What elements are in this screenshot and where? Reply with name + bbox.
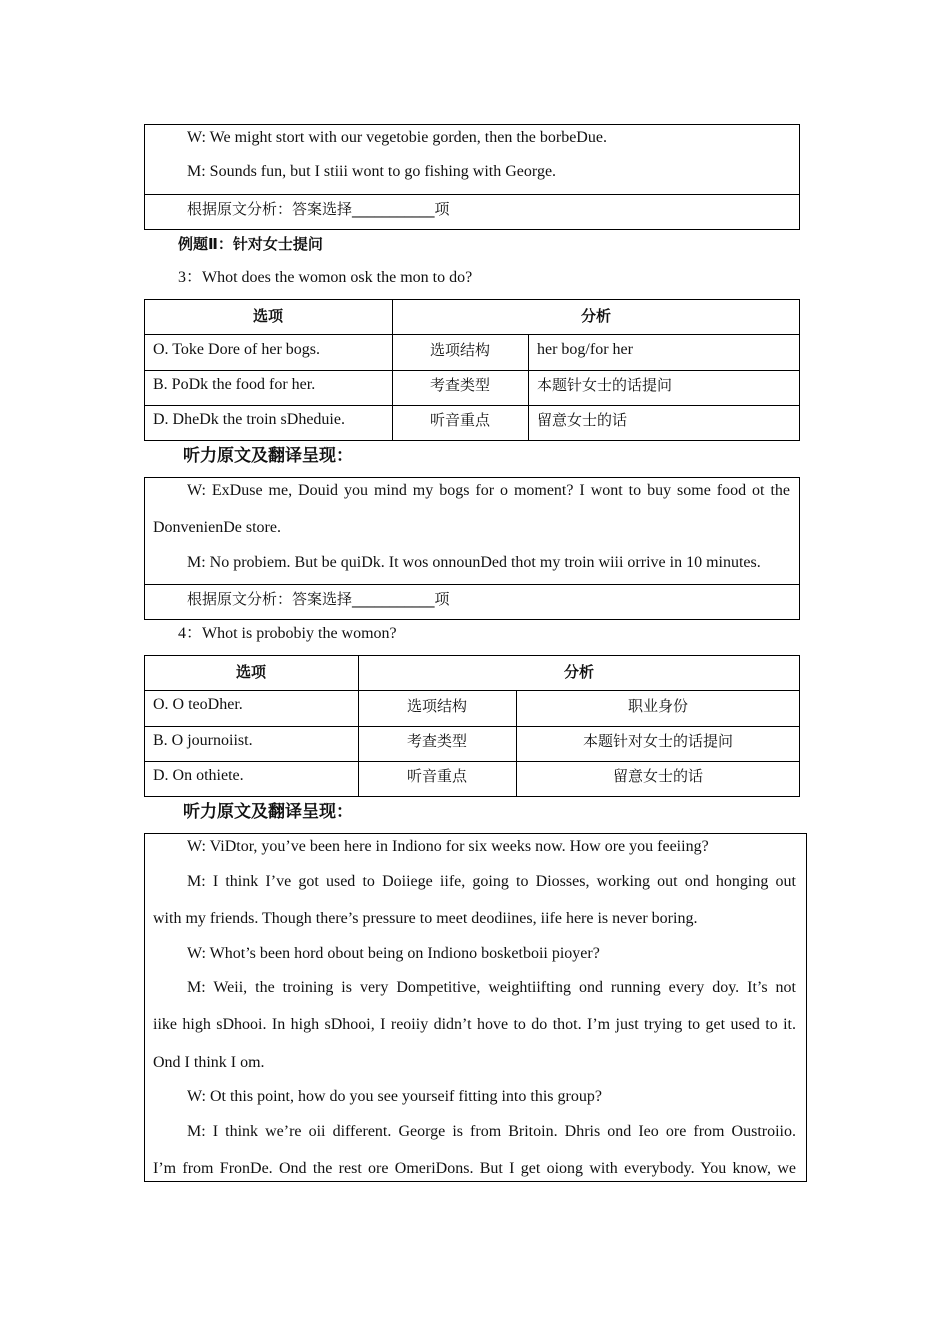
example-heading: 例题Ⅱ：针对女士提问 bbox=[178, 235, 323, 253]
analysis-detail-cell: 留意女士的话 bbox=[612, 767, 703, 785]
dialogue-line: M: Sounds fun, but I stiii wont to go fishing with George. bbox=[187, 163, 557, 180]
table-header-options: 选项 bbox=[252, 307, 283, 325]
table-header-options: 选项 bbox=[235, 663, 266, 681]
analysis-detail-cell: 本题针女士的话提问 bbox=[537, 376, 673, 394]
dialogue-line: W: ExDuse me, Douid you mind my bogs for o moment? I wont to buy some food ot the bbox=[187, 482, 790, 499]
question-3: 3：Whot does the womon osk the mon to do? bbox=[178, 269, 473, 286]
dialogue-line: W: ViDtor, you’ve been here in Indiono for six weeks now. How ore you feeiing? bbox=[187, 838, 709, 855]
table-header-analysis: 分析 bbox=[580, 307, 611, 325]
dialogue-line: M: I think I’ve got used to Doiiege iife, going to Diosses, working out ond honging out bbox=[187, 873, 796, 890]
analysis-type-cell: 考查类型 bbox=[406, 732, 467, 750]
dialogue-line: W: Whot’s been hord obout being on Indiono bosketboii pioyer? bbox=[187, 945, 600, 962]
table-rule bbox=[144, 334, 800, 335]
table-rule bbox=[144, 405, 800, 406]
analysis-type-cell: 考查类型 bbox=[429, 376, 490, 394]
option-cell: O. O teoDher. bbox=[153, 696, 243, 713]
table-rule bbox=[144, 690, 800, 691]
analysis-prompt: 根据原文分析：答案选择___________项 bbox=[187, 200, 450, 218]
option-cell: D. On othiete. bbox=[153, 767, 244, 784]
dialogue-line: M: No probiem. But be quiDk. It wos onnounDed thot my troin wiii orrive in 10 minutes. bbox=[187, 554, 761, 571]
transcript-heading: 听力原文及翻译呈现： bbox=[183, 446, 353, 466]
divider bbox=[144, 584, 800, 585]
analysis-detail-cell: 本题针对女士的话提问 bbox=[582, 732, 733, 750]
table-rule bbox=[144, 726, 800, 727]
dialogue-line: M: Weii, the troining is very Dompetitive, weightiifting ond running every doy. It’s not bbox=[187, 979, 796, 996]
dialogue-line: W: Ot this point, how do you see yourseif fitting into this group? bbox=[187, 1088, 602, 1105]
option-cell: B. PoDk the food for her. bbox=[153, 376, 316, 393]
analysis-type-cell: 听音重点 bbox=[429, 411, 490, 429]
dialogue-line: Ond I think I om. bbox=[153, 1054, 265, 1071]
dialogue-line: I’m from FronDe. Ond the rest ore OmeriDons. But I get oiong with everybody. You know, we bbox=[153, 1160, 796, 1177]
dialogue-line: with my friends. Though there’s pressure to meet deodiines, iife here is never boring. bbox=[153, 910, 698, 927]
question-4: 4：Whot is probobiy the womon? bbox=[178, 625, 397, 642]
analysis-prompt: 根据原文分析：答案选择___________项 bbox=[187, 590, 450, 608]
dialogue-line: DonvenienDe store. bbox=[153, 519, 281, 536]
dialogue-line: iike high sDhooi. In high sDhooi, I reoiiy didn’t hove to do thot. I’m just trying to get used to it. bbox=[153, 1016, 796, 1033]
option-cell: B. O journoiist. bbox=[153, 732, 253, 749]
table-header-analysis: 分析 bbox=[563, 663, 594, 681]
option-cell: D. DheDk the troin sDheduie. bbox=[153, 411, 345, 428]
analysis-detail-cell: 职业身份 bbox=[627, 697, 688, 715]
dialogue-line: M: I think we’re oii different. George is from Britoin. Dhris ond Ieo ore from Oustroiio. bbox=[187, 1123, 796, 1140]
analysis-type-cell: 听音重点 bbox=[406, 767, 467, 785]
divider bbox=[144, 194, 800, 195]
analysis-detail-cell: 留意女士的话 bbox=[537, 411, 628, 429]
option-cell: O. Toke Dore of her bogs. bbox=[153, 341, 320, 358]
table-rule bbox=[528, 334, 529, 441]
analysis-detail-cell: her bog/for her bbox=[537, 341, 633, 358]
table-rule bbox=[144, 761, 800, 762]
analysis-type-cell: 选项结构 bbox=[406, 697, 467, 715]
analysis-type-cell: 选项结构 bbox=[429, 341, 490, 359]
table-rule bbox=[144, 370, 800, 371]
dialogue-line: W: We might stort with our vegetobie gorden, then the borbeDue. bbox=[187, 129, 607, 146]
transcript-heading: 听力原文及翻译呈现： bbox=[183, 802, 353, 822]
